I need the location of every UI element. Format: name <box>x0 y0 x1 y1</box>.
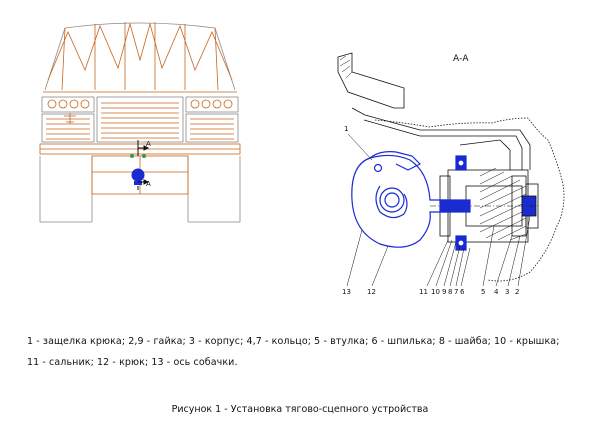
figure-caption: Рисунок 1 - Установка тягово-сцепного устройства <box>171 404 429 415</box>
hook-eye <box>380 188 404 212</box>
view-marker-bottom: А <box>146 180 151 188</box>
callout-8: 8 <box>448 288 453 296</box>
callout-11: 11 <box>419 288 428 296</box>
hook-inner <box>385 193 399 207</box>
callout-3: 3 <box>505 288 510 296</box>
callout-2: 2 <box>515 288 520 296</box>
latch-1 <box>370 152 420 170</box>
side-panel-right <box>186 114 238 142</box>
dog-axle-13 <box>375 165 382 172</box>
callout-labels <box>342 125 519 296</box>
panel-louvers <box>46 119 234 139</box>
headlight-panel-left <box>42 97 94 112</box>
mount-plate <box>460 140 510 170</box>
upper-plate <box>352 108 530 170</box>
frame-hatch <box>340 56 352 78</box>
view-marker-top: А <box>146 140 151 148</box>
section-title: А-А <box>453 54 469 64</box>
housing-hatch <box>480 168 526 240</box>
callout-12: 12 <box>367 288 376 296</box>
callout-10: 10 <box>431 288 440 296</box>
callout-7: 7 <box>454 288 459 296</box>
grille-slats <box>101 103 179 138</box>
upper-plate-inner <box>364 120 522 170</box>
headlights <box>48 100 232 108</box>
callout-1: 1 <box>344 125 349 133</box>
grille <box>97 97 183 142</box>
wheel-right <box>188 156 240 222</box>
callout-13: 13 <box>342 288 351 296</box>
callout-9: 9 <box>442 288 447 296</box>
wheel-left <box>40 156 92 222</box>
legend-line-1: 1 - защелка крюка; 2,9 - гайка; 3 - корпус; 4,7 - кольцо; 5 - втулка; 6 - шпилька; 8 - шайба; 10 - крышка; <box>27 336 560 347</box>
hook-assembly <box>352 152 470 250</box>
callout-5: 5 <box>481 288 486 296</box>
hook-shank <box>440 200 470 212</box>
canopy-ribs <box>48 22 232 90</box>
emblem <box>64 113 76 124</box>
truck-front-view <box>40 22 240 222</box>
side-panel-left <box>42 114 94 142</box>
canopy-outline <box>45 23 235 90</box>
headlight-panel-right <box>186 97 238 112</box>
section-view <box>338 53 564 281</box>
callout-4: 4 <box>494 288 499 296</box>
callout-6: 6 <box>460 288 465 296</box>
legend-line-2: 11 - сальник; 12 - крюк; 13 - ось собачки. <box>27 357 238 368</box>
